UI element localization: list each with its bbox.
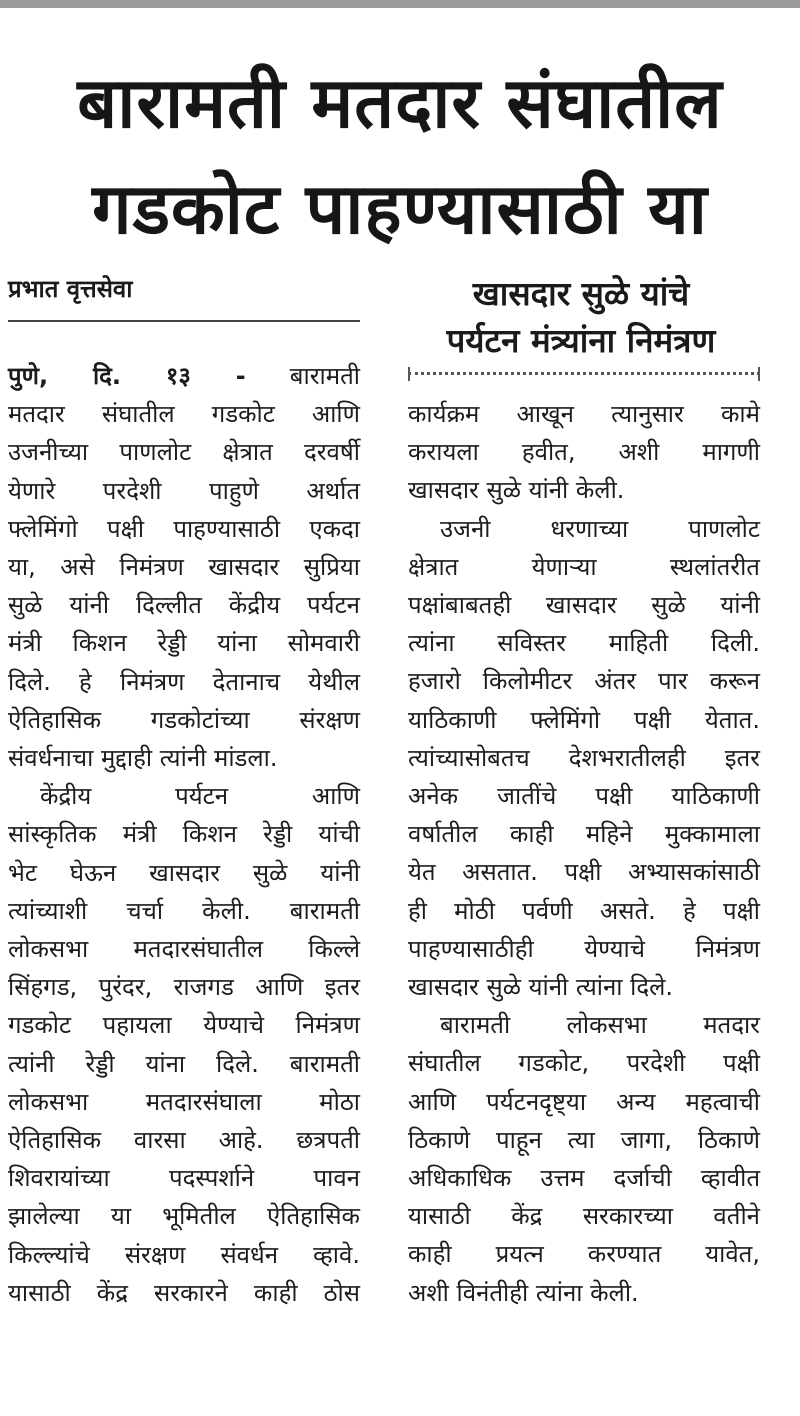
article-line: किल्ल्यांचे संरक्षण संवर्धन व्हावे. [8, 1240, 360, 1269]
article-line: संवर्धनाचा मुद्दाही त्यांनी मांडला. [8, 744, 278, 773]
article-line: सिंहगड, पुरंदर, राजगड आणि इतर [8, 973, 360, 1002]
article-line: लोकसभा मतदारसंघातील किल्ले [8, 935, 360, 964]
left-column [8, 357, 360, 1312]
top-border-rule [0, 0, 800, 8]
article-line: दिले. हे निमंत्रण देतानाच येथील [8, 667, 360, 696]
article-line: आणि पर्यटनदृष्ट्या अन्य महत्वाची [408, 1087, 760, 1116]
article-line: सांस्कृतिक मंत्री किशन रेड्डी यांची [8, 820, 360, 849]
article-line: बारामती लोकसभा मतदार [440, 1011, 760, 1040]
article-line: पुणे, दि. १३ - बारामती [8, 362, 360, 390]
byline: प्रभात वृत्तसेवा [8, 275, 133, 303]
article-line: त्यांच्याशी चर्चा केली. बारामती [8, 896, 360, 925]
article-line: यासाठी केंद्र सरकारच्या वतीने [408, 1202, 760, 1231]
article-line: खासदार सुळे यांनी केली. [408, 476, 625, 505]
article-line: केंद्रीय पर्यटन आणि [40, 782, 360, 811]
article-line: या, असे निमंत्रण खासदार सुप्रिया [8, 553, 360, 582]
article-line: करायला हवीत, अशी मागणी [408, 438, 760, 467]
article-line: मंत्री किशन रेड्डी यांना सोमवारी [8, 629, 360, 658]
article-line: हजारो किलोमीटर अंतर पार करून [408, 667, 760, 696]
article-line: याठिकाणी फ्लेमिंगो पक्षी येतात. [408, 705, 760, 734]
article-line: अनेक जातींचे पक्षी याठिकाणी [408, 782, 760, 811]
right-column [408, 395, 760, 1312]
dateline: पुणे, दि. १३ - [8, 362, 246, 390]
article-line: शिवरायांच्या पदस्पर्शाने पावन [8, 1164, 360, 1193]
article-line: क्षेत्रात येणाऱ्या स्थलांतरीत [408, 552, 760, 581]
subheadline-line-1: खासदार सुळे यांचे [472, 274, 690, 313]
dotted-divider [408, 372, 760, 375]
article-line: येत असतात. पक्षी अभ्यासकांसाठी [408, 858, 760, 887]
article-line: काही प्रयत्न करण्यात यावेत, [408, 1240, 760, 1269]
article-line: लोकसभा मतदारसंघाला मोठा [8, 1087, 360, 1116]
article-line: त्यांनी रेड्डी यांना दिले. बारामती [8, 1049, 360, 1078]
article-line: ऐतिहासिक वारसा आहे. छत्रपती [8, 1126, 360, 1155]
article-line: मतदार संघातील गडकोट आणि [8, 400, 360, 429]
article-line: पक्षांबाबतही खासदार सुळे यांनी [408, 591, 760, 620]
article-line: त्यांच्यासोबतच देशभरातीलही इतर [408, 743, 760, 772]
byline-rule [8, 320, 360, 322]
article-line: त्यांना सविस्तर माहिती दिली. [408, 629, 760, 658]
article-line: फ्लेमिंगो पक्षी पाहण्यासाठी एकदा [8, 514, 360, 543]
article-line: ठिकाणे पाहून त्या जागा, ठिकाणे [408, 1125, 760, 1154]
article-line: झालेल्या या भूमितील ऐतिहासिक [8, 1202, 360, 1231]
article-line: अधिकाधिक उत्तम दर्जाची व्हावीत [408, 1164, 760, 1193]
article-line: कार्यक्रम आखून त्यानुसार कामे [408, 400, 760, 428]
article-line: यासाठी केंद्र सरकारने काही ठोस [8, 1278, 360, 1307]
article-line: उजनीच्या पाणलोट क्षेत्रात दरवर्षी [8, 438, 360, 467]
article-line: अशी विनंतीही त्यांना केली. [408, 1278, 639, 1307]
article-line: भेट घेऊन खासदार सुळे यांनी [8, 858, 360, 887]
subheadline-line-2: पर्यटन मंत्र्यांना निमंत्रण [446, 321, 716, 360]
headline-line-1: बारामती मतदार संघातील [77, 62, 723, 144]
article-line: येणारे परदेशी पाहुणे अर्थात [8, 476, 360, 505]
headline [0, 50, 800, 262]
article-line: पाहण्यासाठीही येण्याचे निमंत्रण [408, 934, 760, 963]
headline-line-2: गडकोट पाहण्यासाठी या [92, 168, 708, 250]
article-line: खासदार सुळे यांनी त्यांना दिले. [408, 973, 673, 1002]
article-line: सुळे यांनी दिल्लीत केंद्रीय पर्यटन [8, 591, 360, 620]
article-line: ही मोठी पर्वणी असते. हे पक्षी [408, 896, 760, 925]
article-line: संघातील गडकोट, परदेशी पक्षी [408, 1049, 760, 1078]
subheadline [396, 270, 766, 364]
article-line: गडकोट पहायला येण्याचे निमंत्रण [8, 1011, 360, 1040]
article-line: वर्षातील काही महिने मुक्कामाला [408, 820, 760, 849]
article-line: उजनी धरणाच्या पाणलोट [440, 514, 760, 543]
article-line: ऐतिहासिक गडकोटांच्या संरक्षण [8, 705, 360, 734]
